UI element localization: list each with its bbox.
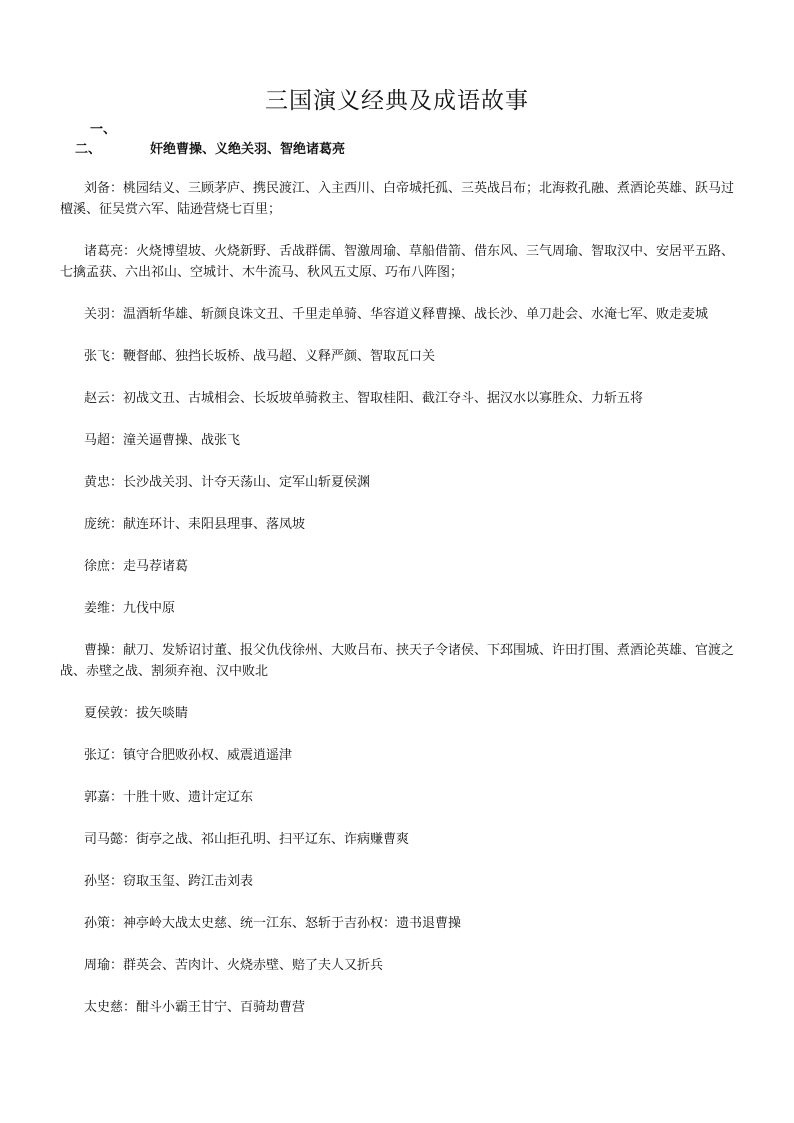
character-name: 刘备 bbox=[84, 181, 111, 196]
page-title: 三国演义经典及成语故事 bbox=[265, 88, 529, 114]
character-name: 赵云 bbox=[84, 391, 111, 406]
name-separator: ： bbox=[110, 475, 124, 490]
character-stories: 献刀、发矫诏讨董、报父仇伐徐州、大败吕布、挟天子令诸侯、下邳围城、许田打围、煮酒论英雄、官渡之战、赤壁之战、割须弃袍、汉中败北 bbox=[60, 643, 735, 679]
character-name: 周瑜 bbox=[84, 958, 111, 973]
character-stories: 拔矢啖睛 bbox=[136, 706, 189, 721]
name-separator: ： bbox=[110, 874, 124, 889]
character-name: 张辽 bbox=[84, 748, 111, 763]
character-paragraph bbox=[60, 514, 742, 535]
character-stories: 街亭之战、祁山拒孔明、扫平辽东、诈病赚曹爽 bbox=[136, 832, 410, 847]
character-name: 关羽 bbox=[84, 307, 111, 322]
character-name: 马超 bbox=[84, 433, 111, 448]
character-paragraph bbox=[60, 955, 742, 976]
character-name: 姜维 bbox=[84, 601, 111, 616]
character-paragraph bbox=[60, 640, 742, 682]
character-stories: 窃取玉玺、跨江击刘表 bbox=[123, 874, 254, 889]
outline-heading-1: 一、 bbox=[90, 122, 117, 137]
character-stories: 群英会、苦肉计、火烧赤壁、赔了夫人又折兵 bbox=[123, 958, 384, 973]
character-paragraph bbox=[60, 598, 742, 619]
outline-heading-2 bbox=[75, 138, 345, 157]
character-paragraph bbox=[60, 304, 742, 325]
name-separator: ： bbox=[110, 748, 124, 763]
character-paragraph bbox=[60, 829, 742, 850]
character-list bbox=[60, 178, 742, 1039]
name-separator: ： bbox=[123, 832, 137, 847]
character-paragraph bbox=[60, 178, 742, 220]
character-name: 太史慈 bbox=[84, 1000, 124, 1015]
character-stories: 十胜十败、遗计定辽东 bbox=[123, 790, 254, 805]
character-stories: 长沙战关羽、计夺天荡山、定军山斩夏侯渊 bbox=[123, 475, 371, 490]
name-separator: ： bbox=[110, 916, 124, 931]
name-separator: ： bbox=[110, 307, 124, 322]
name-separator: ： bbox=[110, 349, 124, 364]
character-stories: 走马荐诸葛 bbox=[123, 559, 189, 574]
character-name: 黄忠 bbox=[84, 475, 111, 490]
character-stories: 初战文丑、古城相会、长坂坡单骑救主、智取桂阳、截江夺斗、据汉水以寡胜众、力斩五将 bbox=[123, 391, 644, 406]
character-paragraph bbox=[60, 241, 742, 283]
character-name: 张飞 bbox=[84, 349, 111, 364]
character-stories: 潼关逼曹操、战张飞 bbox=[123, 433, 241, 448]
outline-heading-2-number: 二、 bbox=[75, 142, 102, 157]
name-separator: ： bbox=[110, 517, 124, 532]
character-stories: 酣斗小霸王甘宁、百骑劫曹营 bbox=[136, 1000, 306, 1015]
name-separator: ： bbox=[123, 706, 137, 721]
character-name: 郭嘉 bbox=[84, 790, 111, 805]
character-name: 孙坚 bbox=[84, 874, 111, 889]
name-separator: ： bbox=[110, 790, 124, 805]
outline-heading-2-text: 奸绝曹操、义绝关羽、智绝诸葛亮 bbox=[150, 142, 346, 157]
character-name: 曹操 bbox=[84, 643, 111, 658]
character-paragraph bbox=[60, 472, 742, 493]
character-stories: 神亭岭大战太史慈、统一江东、怒斩于吉孙权：遗书退曹操 bbox=[123, 916, 462, 931]
character-stories: 镇守合肥败孙权、威震逍遥津 bbox=[123, 748, 293, 763]
character-name: 徐庶 bbox=[84, 559, 111, 574]
character-name: 夏侯敦 bbox=[84, 706, 124, 721]
character-name: 诸葛亮 bbox=[84, 244, 124, 259]
character-paragraph bbox=[60, 745, 742, 766]
character-paragraph bbox=[60, 346, 742, 367]
character-stories: 鞭督邮、独挡长坂桥、战马超、义释严颜、智取瓦口关 bbox=[123, 349, 436, 364]
character-paragraph bbox=[60, 703, 742, 724]
name-separator: ： bbox=[110, 601, 124, 616]
name-separator: ： bbox=[123, 1000, 137, 1015]
character-stories: 九伐中原 bbox=[123, 601, 176, 616]
name-separator: ： bbox=[110, 643, 124, 658]
character-name: 司马懿 bbox=[84, 832, 124, 847]
name-separator: ： bbox=[110, 958, 124, 973]
character-stories: 桃园结义、三顾茅庐、携民渡江、入主西川、白帝城托孤、三英战吕布；北海救孔融、煮酒论英雄、跃马过檀溪、征吴赏六军、陆逊营烧七百里； bbox=[60, 181, 735, 217]
name-separator: ： bbox=[110, 559, 124, 574]
character-paragraph bbox=[60, 997, 742, 1018]
name-separator: ： bbox=[123, 244, 137, 259]
character-paragraph bbox=[60, 430, 742, 451]
character-paragraph bbox=[60, 388, 742, 409]
character-paragraph bbox=[60, 871, 742, 892]
character-stories: 温酒斩华雄、斩颜良诛文丑、千里走单骑、华容道义释曹操、战长沙、单刀赴会、水淹七军、败走麦城 bbox=[123, 307, 709, 322]
character-stories: 献连环计、耒阳县理事、落凤坡 bbox=[123, 517, 306, 532]
character-paragraph bbox=[60, 913, 742, 934]
character-paragraph bbox=[60, 556, 742, 577]
character-name: 孙策 bbox=[84, 916, 111, 931]
character-stories: 火烧博望坡、火烧新野、舌战群儒、智激周瑜、草船借箭、借东风、三气周瑜、智取汉中、安居平五路、七擒孟获、六出祁山、空城计、木牛流马、秋风五丈原、巧布八阵图； bbox=[60, 244, 735, 280]
character-paragraph bbox=[60, 787, 742, 808]
name-separator: ： bbox=[110, 181, 124, 196]
character-name: 庞统 bbox=[84, 517, 111, 532]
name-separator: ： bbox=[110, 391, 124, 406]
name-separator: ： bbox=[110, 433, 124, 448]
